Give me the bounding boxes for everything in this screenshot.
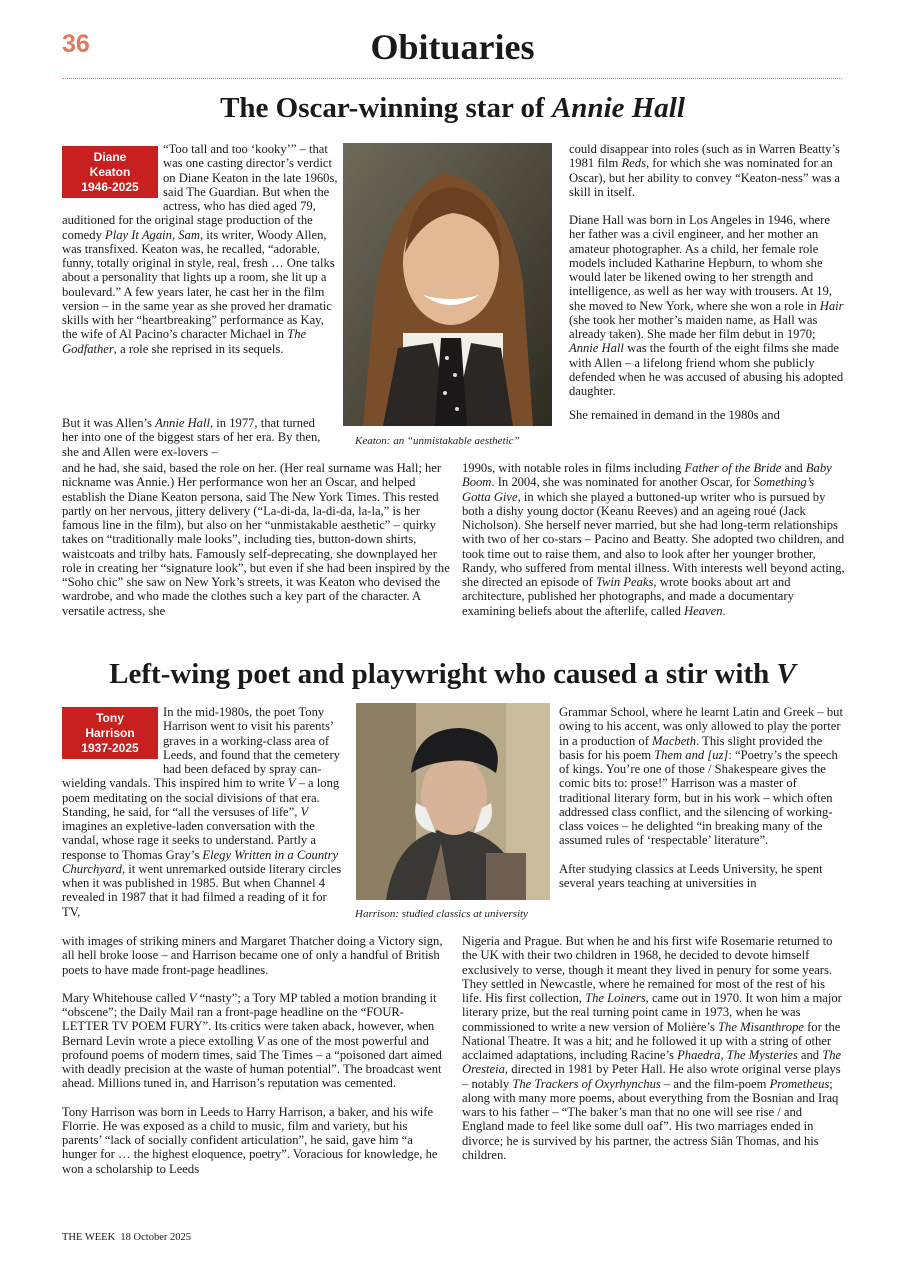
text-run: for the National Theatre. It was a hit; and he followed it up with a string of other acclaimed adaptations, including Racine’s [462, 1019, 841, 1062]
section-title: Obituaries [370, 27, 535, 67]
page-number: 36 [62, 30, 90, 58]
text-run-italic: Them and [uz] [654, 747, 729, 762]
text-run: , directed in 1981 by Peter Hall. He also wrote original verse plays – notably [462, 1062, 841, 1091]
article1-bottom-right-paragraph [462, 461, 845, 618]
article2-bottom-right [462, 934, 845, 1162]
text-run-italic: Something’s Gotta Give [462, 475, 815, 504]
text-run: , wrote books about art and architecture, published her photographs, and made a documentary examining beliefs about the afterlife, called [462, 575, 794, 618]
article2-column-left [62, 705, 346, 931]
tony-harrison-photo [356, 703, 550, 900]
article1-photo-caption: Keaton: an “unmistakable aesthetic” [355, 435, 520, 447]
article2-photo-caption: Harrison: studied classics at university [355, 908, 528, 920]
badge-first-name: Diane [93, 150, 127, 164]
article2-left-paragraph-4: Tony Harrison was born in Leeds to Harry Harrison, a baker, and his wife Florrie. He was exposed as a child to music, film and variety, but his parents’ “lack of socially confident articulation”, he said, gave him “a hunger for … the highest eloquence, poetry”. Voracious for knowledge, he won a scholarship to Leeds [62, 1104, 438, 1176]
article2-column-right [559, 705, 845, 890]
text-run: could disappear into roles (such as in Warren Beatty’s 1981 film [569, 142, 840, 171]
article2-right-paragraph-2-start: After studying classics at Leeds University, he spent several years teaching at universities in [559, 861, 823, 890]
text-run: , for which she was nominated for an Oscar), but her ability to convey “Keaton-ness” was a skill in itself. [569, 156, 841, 199]
text-run-italic: V [300, 804, 309, 819]
text-run: “nasty”; a Tory MP tabled a motion branding it “obscene”; the Daily Mail ran a front-page headline on the “FOUR-LETTER TV POEM FURY”. Its critics were taken aback, however, when Bernard Levin wrote a piece extolling [62, 990, 437, 1048]
text-run: was the fourth of the eight films she made with Allen – a lifelong friend whom she publicly defended when he was accused of abusing his adopted daughter. [569, 341, 844, 398]
badge-years: 1937-2025 [81, 741, 139, 755]
article2-bottom-left-paragraph: with images of striking miners and Margaret Thatcher doing a Victory sign, all hell broke loose – and Harrison became one of only a handful of British poets to have made front-page headlines. [62, 934, 443, 977]
text-run: In the mid-1980s, the poet Tony Harrison went to visit his parents’ graves in a working-class area of Leeds, and found that the cemetery had been defaced by spray can-wielding vandals. This inspired him to write [62, 705, 340, 791]
text-run: and [797, 1048, 823, 1062]
footer-publication: THE WEEK [62, 1232, 116, 1243]
article1-column-right [569, 142, 845, 423]
text-run: , it went unremarked outside literary circles when it was published in 1985. But when Channel 4 revealed in 1987 that it had filmed a reading of it for TV, [62, 861, 342, 919]
text-run: (she took her mother’s maiden name, as Hall was already taken). She made her film debut in 1970; [569, 312, 818, 341]
article1-column-left [62, 142, 340, 438]
text-run-italic: The Loiners [585, 991, 646, 1005]
text-run-italic: Phaedra [677, 1048, 721, 1062]
footer-date: 18 October 2025 [120, 1232, 191, 1243]
text-run: . In 2004, she was nominated for another Oscar, for [491, 475, 754, 490]
text-run-italic: The Godfather [62, 327, 307, 356]
text-run: Nigeria and Prague. But when he and his first wife Rosemarie returned to the UK with their two children in 1968, he decided to devote himself exclusively to verse, though it meant they lived in penury for some years. They settled in Newcastle, where he remained for most of the rest of his life. His first collection, [462, 934, 833, 1005]
header-divider [62, 78, 842, 79]
text-run-italic: Macbeth [652, 733, 697, 748]
text-run: , a role she reprised in its sequels. [113, 341, 284, 356]
text-run: , [720, 1048, 727, 1062]
article2-headline-text: Left-wing poet and playwright who caused a stir with [109, 658, 777, 690]
text-run-italic: Father of the Bride [684, 461, 782, 475]
text-run-italic: Twin Peaks [595, 575, 654, 589]
article1-right-paragraph-1 [569, 142, 845, 199]
article1-paragraph-2 [62, 416, 324, 459]
article1-column-left-2 [62, 416, 324, 459]
badge-first-name: Tony [96, 711, 124, 725]
text-run: as one of the most powerful and profound poems of modern times, said The Times – a “poisoned dart aimed with deadly precision at the waste of human potential”. The broadcast went ahead. Millions tuned in, and Harrison’s reputation was cemented. [62, 1033, 442, 1091]
portrait-photo-icon [343, 143, 552, 426]
text-run-italic: Play It Again, Sam [105, 227, 200, 242]
article2-bottom-left [62, 934, 447, 1176]
page-footer [62, 1232, 191, 1243]
text-run-italic: Annie Hall [155, 416, 210, 430]
text-run: , in which she played a buttoned-up writer who is pursued by both a dishy young doctor (Keanu Reeves) and an ageing roué (Jack Nicholson). She herself never married, but she had long-term relationships with two of her co-stars – Pacino and Beatty. She adopted two children, and took time out to raise them, and also to look after her younger brother, Randy, who suffered from mental illness. With interests well beyond acting, she directed an episode of [462, 489, 845, 589]
badge-last-name: Harrison [85, 726, 135, 740]
article1-headline [40, 92, 865, 125]
text-run: , its writer, Woody Allen, was transfixed. Keaton was, he recalled, “adorable, funny, totally original in style, real, fresh … One talks about a personality that lights up a room, she lit up a boulevard.” A few years later, he cast her in the film version – in the same year as she proved her dramatic skills with her “heartbreaking” performance as Kay, the wife of Al Pacino’s character Michael in [62, 227, 335, 342]
text-run-italic: The Mysteries [726, 1048, 798, 1062]
text-run-italic: Baby Boom [462, 461, 832, 490]
text-run-italic: V [188, 990, 197, 1005]
text-run: “Too tall and too ‘kooky’” – that was one casting director’s verdict on Diane Keaton in the late 1960s, said The Guardian. But when the actress, who has died aged 79, auditioned for the original stage production of the comedy [62, 142, 338, 242]
text-run: Grammar School, where he learnt Latin and Greek – but owing to his accent, was only allowed to play the porter in a production of [559, 705, 843, 748]
text-run: , in 1977, that turned her into one of the biggest stars of her era. By then, she and Allen were ex-lovers – [62, 416, 321, 459]
text-run: ; along with many more poems, about everything from the Bosnian and Iraq wars to his father – “The baker’s man that no one will see rise / and England made to feel like some dull oaf”. His two marriages ended in divorce; he is survived by his partner, the actress Siân Thomas, and his children. [462, 1076, 839, 1162]
article1-bottom-right [462, 461, 845, 618]
text-run: . This slight provided the basis for his poem [559, 733, 823, 762]
article1-bottom-left-paragraph: and he had, she said, based the role on her. (Her real surname was Hall; her nickname was Annie.) Her performance won her an Oscar, and helped establish the Diane Keaton persona, said The New York Times. This rested partly on her nervous, jittery delivery (“La-di-da, la-di-da, la-la,” is her famous line in the film), but also on her “unmistakable aesthetic” – quirky takes on “traditionally male looks”, including ties, button-down shirts, waistcoats and trilby hats. Famously self-deprecating, she downplayed her role in creating her “signature look”, but even if she had been inspired by the “Soho chic” she saw on New York’s streets, it was Keaton who devised the wardrobe, and who made the clothes such a key part of the character. A versatile actress, she [62, 461, 450, 618]
text-run-italic: V [287, 776, 296, 791]
article1-headline-title: Annie Hall [551, 92, 685, 124]
article1-name-badge [62, 146, 158, 198]
article2-bottom-right-paragraph [462, 934, 845, 1162]
article2-left-paragraph-3 [62, 991, 447, 1091]
article2-headline-title: V [776, 658, 796, 690]
text-run-italic: Reds [621, 156, 646, 171]
text-run: , came out in 1970. It won him a major literary prize, but the real turning point came in 1973, when he was commissioned to write a new version of Molière’s [462, 991, 842, 1034]
text-run-italic: Hair [819, 298, 844, 313]
article1-right-paragraph-2 [569, 213, 845, 398]
text-run: But it was Allen’s [62, 416, 156, 430]
article2-right-paragraph-1 [559, 705, 845, 848]
article1-headline-text: The Oscar-winning star of [220, 92, 552, 124]
article1-right-paragraph-3-start: She remained in demand in the 1980s and [569, 408, 780, 423]
portrait-photo-icon [356, 703, 550, 900]
text-run-italic: The Misanthrope [718, 1019, 804, 1034]
text-run-italic: Prometheus [769, 1076, 830, 1091]
text-run-italic: The Oresteia [462, 1048, 842, 1077]
text-run-italic: Annie Hall [569, 341, 624, 356]
text-run: : “Poetry’s the speech of kings. You’re one of those / Shakespeare gives the comic bits to: prose!” Harrison was a master of traditional literary form, but in his work – which often addressed class conflict, and the silencing of working-class voices – he delighted “in breaking many of the assumed rules of ‘respectable’ literature”. [559, 747, 838, 848]
text-run-italic: V [256, 1033, 265, 1048]
badge-last-name: Keaton [89, 165, 131, 179]
text-run: 1990s, with notable roles in films including [462, 461, 685, 475]
text-run: Diane Hall was born in Los Angeles in 1946, where her father was a civil engineer, and her mother an amateur photographer. As a child, her female role models included Katharine Hepburn, to whom she would later be likened owing to her strength and intelligence, as well as her way with trousers. At 19, she moved to New York, where she won a role in [569, 213, 833, 313]
text-run: . [722, 603, 726, 618]
article1-bottom-left [62, 461, 450, 618]
diane-keaton-photo [343, 143, 552, 426]
article2-name-badge [62, 707, 158, 759]
text-run-italic: Elegy Written in a Country Churchyard [62, 847, 339, 876]
text-run: imagines an expletive-laden conversation with the vandal, whose rage it seeks to understand. Partly a response to Thomas Gray’s [62, 819, 316, 862]
text-run-italic: Heaven [684, 603, 723, 618]
text-run: and [781, 461, 806, 475]
text-run: Mary Whitehouse called [62, 990, 189, 1005]
text-run: – a long poem meditating on the social divisions of that era. Standing, he said, for “all the versuses of life”, [62, 776, 340, 819]
text-run: – and the film-poem [660, 1076, 770, 1091]
article2-headline [40, 658, 865, 691]
text-run-italic: The Trackers of Oxyrhynchus [512, 1076, 661, 1091]
badge-years: 1946-2025 [81, 180, 139, 194]
